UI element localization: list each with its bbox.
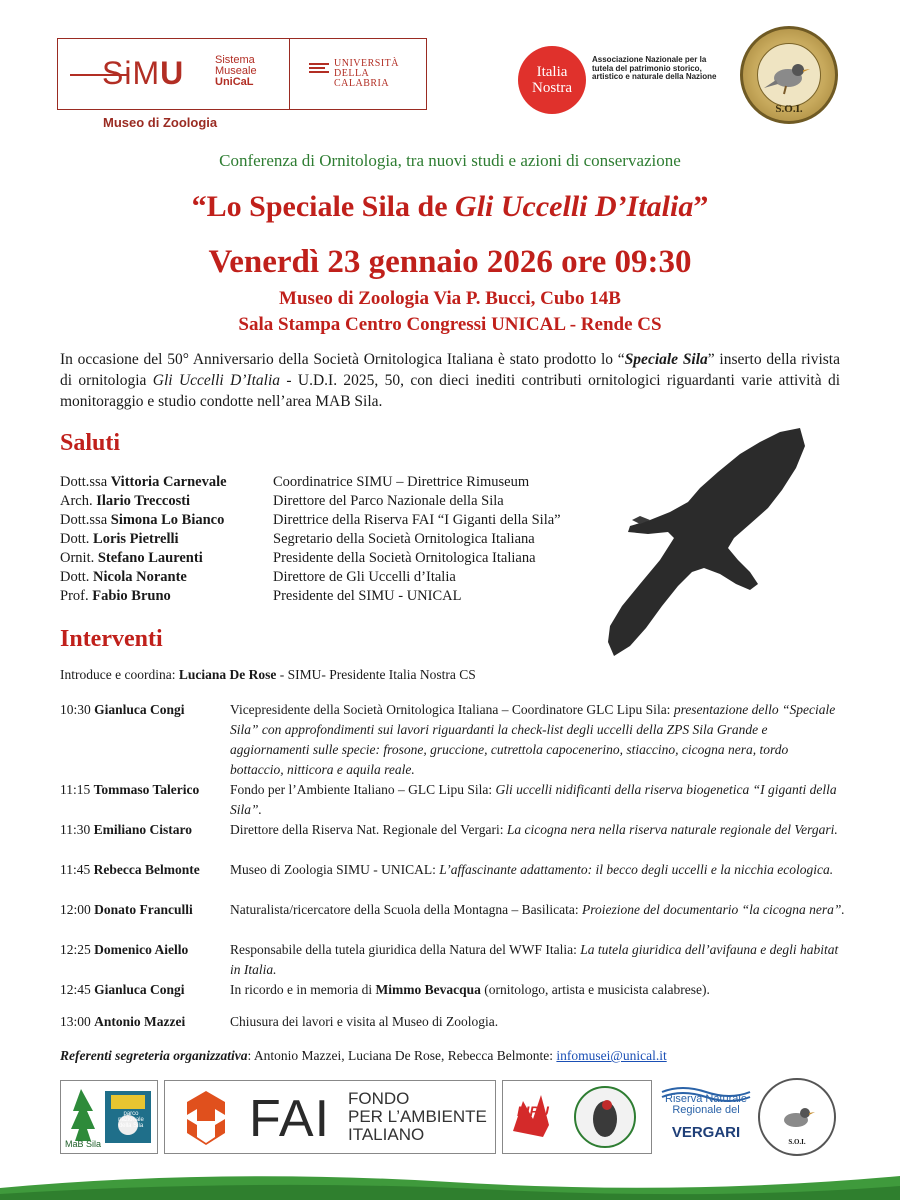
mab-parco-sila-logo <box>60 1080 158 1154</box>
programme-time-speaker: 12:00 Donato Franculli <box>60 902 193 917</box>
saluti-person: Dott. Nicola Norante <box>60 569 187 585</box>
programme-description: Naturalista/ricercatore della Scuola della Montagna – Basilicata: Proiezione del documentario “la cicogna nera”. <box>230 902 845 917</box>
italia-nostra-description: Associazione Nazionale per la tutela del patrimonio storico, artistico e naturale della Nazione <box>592 55 717 81</box>
event-venue-line1: Museo di Zoologia Via P. Bucci, Cubo 14B <box>279 288 621 309</box>
fai-acronym: FAI <box>249 1090 331 1148</box>
programme-description: Vicepresidente della Società Ornitologica Italiana – Coordinatore GLC Lipu Sila: presentazione dello “Speciale Sila” con approfondimenti sui lavori riguardanti la check-list degli uccelli della ZPS Sila Grande e aggiornamenti sulle specie: frosone, gruccione, cutrettola capocenerino, stiaccino, cicogna nera, tordo bottaccio, nitticora e aquila reale. <box>230 702 836 777</box>
programme-row <box>60 900 850 940</box>
saluti-person: Arch. Ilario Treccosti <box>60 493 191 509</box>
bird-emblem-icon <box>757 43 821 107</box>
unical-emblem-icon <box>309 63 329 77</box>
green-wave-decoration <box>0 1168 900 1200</box>
programme-time-speaker: 12:25 Domenico Aiello <box>60 942 189 957</box>
simu-unical-logo-box <box>57 38 427 110</box>
saluti-item <box>60 568 456 587</box>
programme-row <box>60 820 850 860</box>
fai-symbol-icon <box>177 1089 235 1147</box>
introduce-coordina: Introduce e coordina: Luciana De Rose - SIMU- Presidente Italia Nostra CS <box>60 667 476 682</box>
conference-subtitle: Conferenza di Ornitologia, tra nuovi studi e azioni di conservazione <box>219 151 681 170</box>
museo-label: Museo di Zoologia <box>103 115 218 130</box>
programme-description: Chiusura dei lavori e visita al Museo di Zoologia. <box>230 1014 499 1029</box>
saluti-role: Coordinatrice SIMU – Direttrice Rimuseum <box>273 474 530 490</box>
saluti-person: Dott.ssa Simona Lo Bianco <box>60 512 225 528</box>
vergari-title: VERGARI <box>671 1124 741 1141</box>
programme-row <box>60 860 850 900</box>
soi-small-logo <box>758 1078 836 1156</box>
referenti-line: Referenti segreteria organizzativa: Antonio Mazzei, Luciana De Rose, Rebecca Belmonte: infomusei@unical.it <box>60 1048 667 1063</box>
event-datetime: Venerdì 23 gennaio 2026 ore 09:30 <box>208 244 692 280</box>
saluti-item <box>60 549 536 568</box>
fai-logo <box>164 1080 496 1154</box>
lipu-text: LIPU <box>517 1103 549 1119</box>
lipu-logo <box>502 1080 652 1154</box>
programme-time-speaker: 11:30 Emiliano Cistaro <box>60 822 193 837</box>
saluti-item <box>60 587 461 606</box>
unical-logo-text: UNIVERSITÀ DELLA CALABRIA <box>334 58 399 89</box>
event-venue-line2: Sala Stampa Centro Congressi UNICAL - Rende CS <box>238 314 662 335</box>
parco-sila-text: parco nazionale della Sila <box>118 1111 144 1129</box>
programme-time-speaker: 10:30 Gianluca Congi <box>60 702 185 717</box>
referenti-email-link[interactable]: infomusei@unical.it <box>556 1048 667 1063</box>
programme-description: Museo di Zoologia SIMU - UNICAL: L’affascinante adattamento: il becco degli uccelli e la nicchia ecologica. <box>230 862 834 877</box>
event-title: “Lo Speciale Sila de Gli Uccelli D’Italia” <box>191 190 709 223</box>
italia-nostra-logo: Italia Nostra <box>518 46 586 114</box>
programme-description: Direttore della Riserva Nat. Regionale del Vergari: La cicogna nera nella riserva naturale regionale del Vergari. <box>230 822 838 837</box>
saluti-person: Dott.ssa Vittoria Carnevale <box>60 474 227 490</box>
saluti-heading: Saluti <box>60 430 121 456</box>
logo-divider <box>289 39 290 109</box>
programme-row <box>60 780 850 820</box>
mab-sila-text: MaB Sila <box>65 1139 102 1149</box>
programme-time-speaker: 13:00 Antonio Mazzei <box>60 1014 186 1029</box>
soi-small-text: S.O.I. <box>788 1138 806 1146</box>
programme-row <box>60 1012 850 1032</box>
programme-time-speaker: 12:45 Gianluca Congi <box>60 982 185 997</box>
programme-description: Fondo per l’Ambiente Italiano – GLC Lipu Sila: Gli uccelli nidificanti della riserva biogenetica “I giganti della Sila”. <box>230 782 837 817</box>
eagle-icon <box>600 420 810 660</box>
saluti-item <box>60 530 535 549</box>
programme-row <box>60 980 850 1000</box>
simu-logo-word: SiMU <box>102 55 185 91</box>
simu-logo-subtitle: Sistema Museale UniCaL <box>215 54 257 88</box>
saluti-role: Presidente del SIMU - UNICAL <box>273 588 462 604</box>
saluti-item <box>60 511 561 530</box>
intro-paragraph: In occasione del 50° Anniversario della Società Ornitologica Italiana è stato prodotto lo “Speciale Sila” inserto della rivista di ornitologia Gli Uccelli D’Italia - U.D.I. 2025, 50, con dieci inediti contributi ornitologici riguardanti varie attività di monitoraggio e studio condotte nell’area MAB Sila. <box>60 351 841 410</box>
saluti-person: Dott. Loris Pietrelli <box>60 531 179 547</box>
programme-description: Responsabile della tutela giuridica della Natura del WWF Italia: La tutela giuridica dell’avifauna e degli habitat in Italia. <box>230 942 839 977</box>
programme-time-speaker: 11:45 Rebecca Belmonte <box>60 862 200 877</box>
interventi-heading: Interventi <box>60 626 163 652</box>
programme-row <box>60 940 850 980</box>
saluti-role: Segretario della Società Ornitologica Italiana <box>273 531 535 547</box>
saluti-person: Prof. Fabio Bruno <box>60 588 171 604</box>
vergari-subtitle: Riserva Naturale Regionale del <box>665 1093 747 1116</box>
saluti-role: Direttore del Parco Nazionale della Sila <box>273 493 504 509</box>
saluti-item <box>60 473 529 492</box>
soi-badge-text: S.O.I. <box>775 103 803 115</box>
saluti-role: Direttrice della Riserva FAI “I Giganti della Sila” <box>273 512 561 528</box>
saluti-item <box>60 492 504 511</box>
fai-fullname: FONDO PER L’AMBIENTE ITALIANO <box>348 1089 487 1144</box>
saluti-role: Presidente della Società Ornitologica Italiana <box>273 550 536 566</box>
saluti-role: Direttore de Gli Uccelli d’Italia <box>273 569 456 585</box>
soi-badge-logo <box>740 26 838 124</box>
vergari-logo <box>658 1080 754 1154</box>
programme-row <box>60 700 850 780</box>
saluti-person: Ornit. Stefano Laurenti <box>60 550 203 566</box>
programme-description: In ricordo e in memoria di Mimmo Bevacqua (ornitologo, artista e musicista calabrese). <box>230 982 710 997</box>
programme-time-speaker: 11:15 Tommaso Talerico <box>60 782 200 797</box>
